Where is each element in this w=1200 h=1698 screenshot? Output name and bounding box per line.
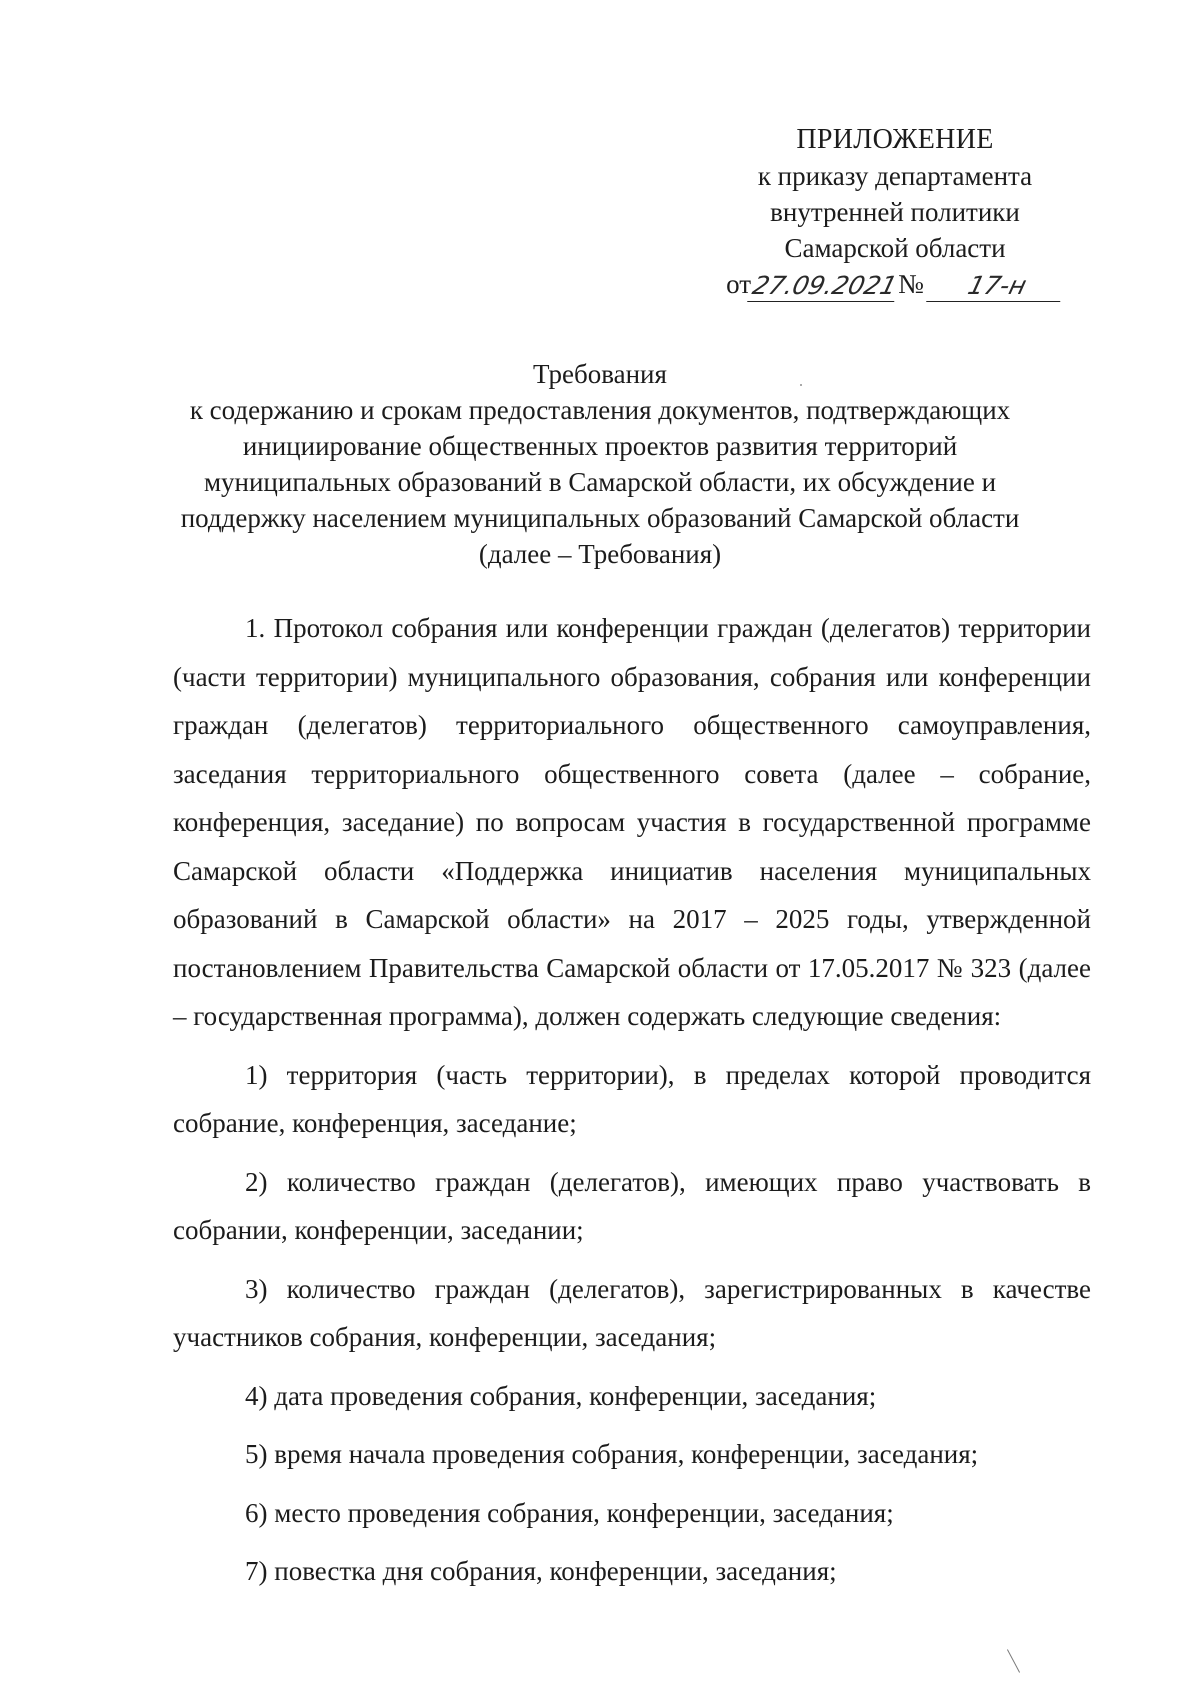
order-reference xyxy=(700,266,1090,302)
handwritten-date: 27.09.2021 xyxy=(747,271,902,302)
document-title xyxy=(150,356,1050,572)
list-item-5: 5) время начала проведения собрания, конференции, заседания; xyxy=(245,1439,979,1469)
list-item-4: 4) дата проведения собрания, конференции, заседания; xyxy=(245,1380,877,1411)
document-body xyxy=(173,604,1091,1596)
title-line-2: к содержанию и срокам предоставления документов, подтверждающих xyxy=(189,395,1011,425)
title-line-1: Требования xyxy=(533,359,667,389)
title-line-4: муниципальных образований в Самарской области, их обсуждение и xyxy=(203,467,997,497)
title-line-3: инициирование общественных проектов развития территорий xyxy=(242,431,958,461)
list-item-7: 7) повестка дня собрания, конференции, заседания; xyxy=(245,1556,837,1586)
date-prefix: от xyxy=(726,269,752,299)
list-item-6: 6) место проведения собрания, конференции, заседания; xyxy=(245,1497,894,1528)
handwritten-number: 17-н xyxy=(926,271,1068,302)
appendix-line-3: Самарской области xyxy=(784,233,1006,263)
list-item-3: 3) количество граждан (делегатов), зарегистрированных в качестве участников собрания, конференции, заседания; xyxy=(173,1273,1091,1352)
appendix-line-2: внутренней политики xyxy=(770,197,1020,227)
title-line-6: (далее – Требования) xyxy=(478,539,722,569)
scan-dot xyxy=(800,384,802,386)
list-item-2: 2) количество граждан (делегатов), имеющих право участвовать в собрании, конференции, заседании; xyxy=(173,1166,1091,1245)
appendix-title: ПРИЛОЖЕНИЕ xyxy=(796,124,994,155)
number-sign: № xyxy=(898,269,924,299)
scan-mark xyxy=(1007,1649,1020,1672)
list-item-1: 1) территория (часть территории), в пределах которой проводится собрание, конференция, заседание; xyxy=(173,1059,1091,1138)
paragraph-1: 1. Протокол собрания или конференции граждан (делегатов) территории (части территории) муниципального образования, собрания или конференции граждан (делегатов) территориального общественного самоуправления, заседания территориального общественного совета (далее – собрание, конференция, заседание) по вопросам участия в государственной программе Самарской области «Поддержка инициатив населения муниципальных образований в Самарской области» на 2017 – 2025 годы, утвержденной постановлением Правительства Самарской области от 17.05.2017 № 323 (далее – государственная программа), должен содержать следующие сведения: xyxy=(173,613,1091,1031)
appendix-header xyxy=(700,122,1090,302)
appendix-line-1: к приказу департамента xyxy=(757,161,1033,191)
title-line-5: поддержку населением муниципальных образований Самарской области xyxy=(180,503,1020,533)
